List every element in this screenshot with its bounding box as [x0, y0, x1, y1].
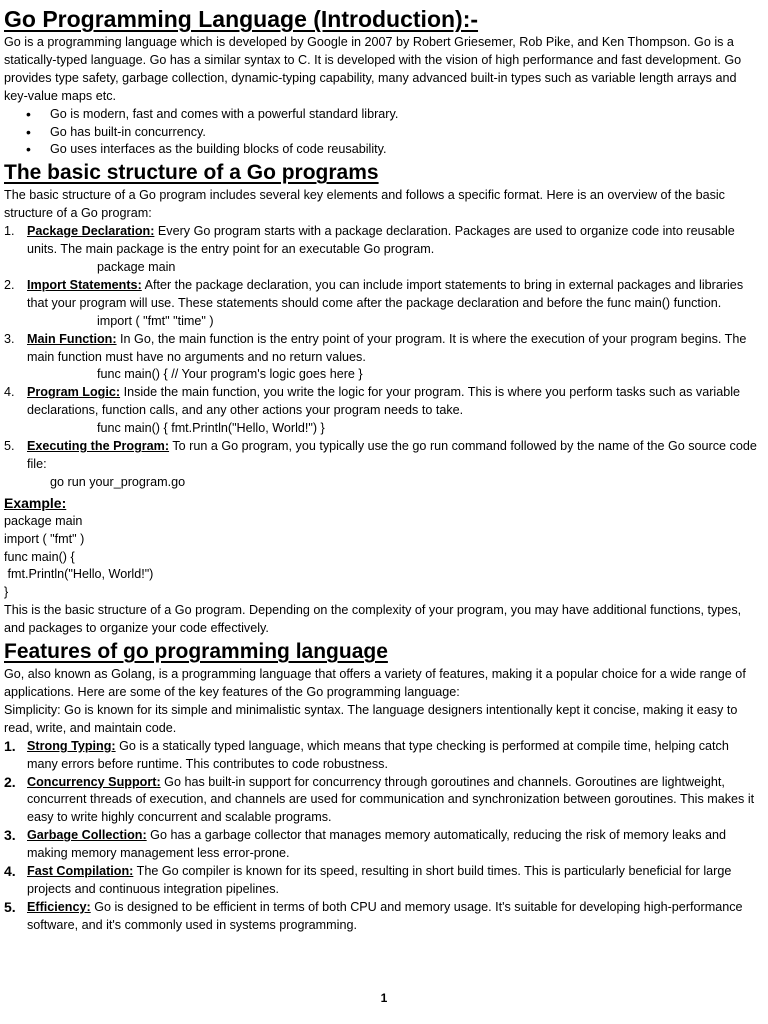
features-paragraph: Go, also known as Golang, is a programming language that offers a variety of features, making it a popular choice for a wide range of applications. Here are some of the key features of the Go programming language: [4, 667, 746, 699]
example-code-block [4, 513, 762, 603]
step-text: After the package declaration, you can include import statements to bring in external packages and libraries that your program will use. These statements should come after the package declaration and before the func main() function. [27, 277, 744, 310]
code-line: package main [4, 513, 83, 528]
structure-paragraph: The basic structure of a Go program includes several key elements and follows a specific format. Here is an overview of the basic structure of a Go program: [4, 188, 725, 221]
features-list [4, 738, 762, 935]
list-number: 3. [4, 827, 16, 844]
list-item [4, 384, 762, 438]
code-snippet: import ( "fmt" "time" ) [97, 313, 214, 328]
list-item [4, 863, 762, 899]
list-item [4, 738, 762, 774]
code-line: import ( "fmt" ) [4, 531, 85, 546]
intro-bullet-list [4, 106, 762, 160]
feature-term: Efficiency: [27, 899, 91, 914]
structure-steps-list [4, 223, 762, 492]
code-snippet: func main() { fmt.Println("Hello, World!") } [97, 421, 325, 436]
list-item [4, 277, 762, 331]
feature-term: Fast Compilation: [27, 864, 134, 879]
list-number: 2. [4, 773, 16, 790]
simplicity-paragraph: Simplicity: Go is known for its simple and minimalistic syntax. The language designers intentionally kept it concise, making it easy to read, write, and maintain code. [4, 702, 738, 735]
step-text: To run a Go program, you typically use the go run command followed by the name of the Go source code file: [27, 439, 757, 471]
feature-text: Go has built-in support for concurrency through goroutines and channels. Goroutines are lightweight, concurrent threads of execution, and channels are used for communication and synchronization between goroutines. This makes it easy to write highly concurrent and scalable programs. [27, 774, 755, 825]
list-item [4, 827, 762, 863]
example-closing-paragraph: This is the basic structure of a Go program. Depending on the complexity of your program, you may have additional functions, types, and packages to organize your code effectively. [4, 603, 742, 636]
document-page [4, 4, 762, 935]
feature-term: Concurrency Support: [27, 774, 161, 789]
list-item: • Go has built-in concurrency. [4, 124, 762, 142]
list-number: 5. [4, 898, 16, 915]
page-number: 1 [380, 991, 388, 1005]
list-number: 5. [4, 439, 15, 454]
code-line: fmt.Println("Hello, World!") [4, 567, 154, 582]
list-item [4, 774, 762, 828]
step-text: Inside the main function, you write the logic for your program. This is where you perform tasks such as variable declarations, function calls, and any other actions your program needs to take. [27, 385, 741, 418]
list-item [4, 899, 762, 935]
list-number: 4. [4, 385, 15, 400]
features-title: Features of go programming language [4, 640, 388, 664]
code-snippet: go run your_program.go [50, 474, 186, 489]
code-line: } [4, 585, 9, 600]
list-number: 2. [4, 277, 15, 292]
feature-text: Go has a garbage collector that manages memory automatically, reducing the risk of memory leaks and making memory management less error-prone. [27, 828, 727, 861]
list-number: 1. [4, 224, 15, 239]
step-term: Program Logic: [27, 385, 121, 400]
step-term: Import Statements: [27, 277, 142, 292]
code-snippet: package main [97, 259, 176, 274]
list-number: 1. [4, 737, 16, 754]
feature-term: Strong Typing: [27, 738, 116, 753]
code-snippet: func main() { // Your program's logic goes here } [97, 367, 363, 382]
list-item [4, 331, 762, 385]
step-text: In Go, the main function is the entry point of your program. It is where the execution of your program begins. The main function must have no arguments and no return values. [27, 331, 747, 364]
intro-paragraph: Go is a programming language which is developed by Google in 2007 by Robert Griesemer, Rob Pike, and Ken Thompson. Go is a statically-typed language. Go has a similar syntax to C. It is developed with the vision of high performance and fast development. Go provides type safety, garbage collection, dynamic-typing capability, many advanced built-in types such as variable length arrays and key-value maps etc. [4, 35, 742, 103]
feature-text: Go is a statically typed language, which means that type checking is performed at compile time, helping catch many errors before runtime. This contributes to code robustness. [27, 738, 729, 771]
step-term: Executing the Program: [27, 439, 170, 454]
example-heading: Example: [4, 494, 67, 511]
list-item [4, 438, 762, 492]
step-term: Main Function: [27, 331, 117, 346]
feature-term: Garbage Collection: [27, 828, 147, 843]
code-line: func main() { [4, 549, 75, 564]
list-item: • Go uses interfaces as the building blocks of code reusability. [4, 141, 762, 159]
feature-text: Go is designed to be efficient in terms of both CPU and memory usage. It's suitable for developing high-performance software, and it's commonly used in systems programming. [27, 899, 743, 932]
list-item: • Go is modern, fast and comes with a powerful standard library. [4, 106, 762, 124]
feature-text: The Go compiler is known for its speed, resulting in short build times. This is particularly beneficial for large projects and continuous integration pipelines. [27, 864, 732, 896]
intro-title: Go Programming Language (Introduction):- [4, 6, 479, 32]
list-number: 4. [4, 863, 16, 880]
list-item [4, 223, 762, 277]
step-term: Package Declaration: [27, 224, 155, 239]
step-text: Every Go program starts with a package declaration. Packages are used to organize code into reusable units. The main package is the entry point for an executable Go program. [27, 224, 735, 257]
list-number: 3. [4, 331, 15, 346]
structure-title: The basic structure of a Go programs [4, 161, 379, 185]
